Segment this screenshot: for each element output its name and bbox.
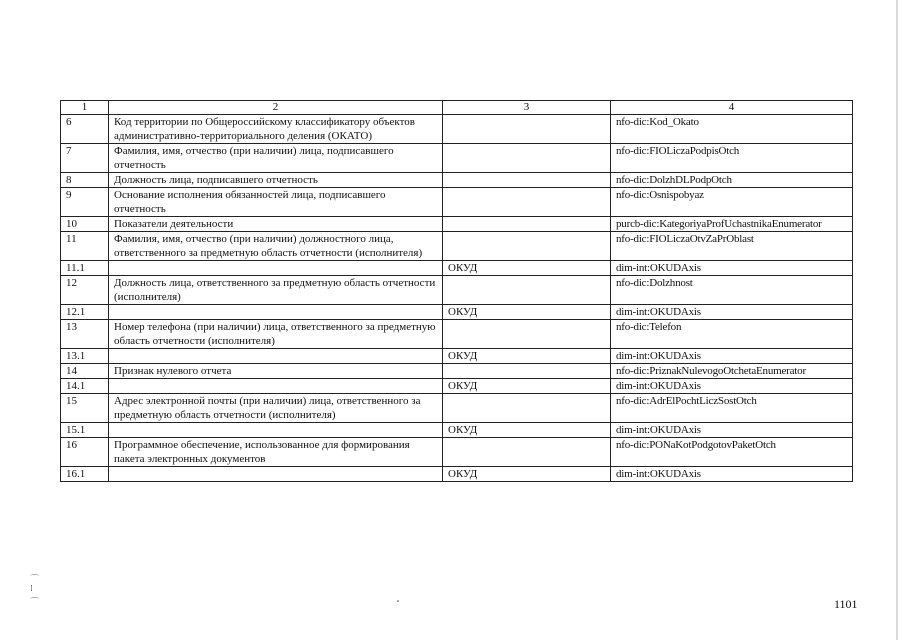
table-row (61, 423, 853, 438)
dimension-cell: ОКУД (443, 467, 611, 482)
dimension-cell (443, 364, 611, 379)
table-row (61, 305, 853, 320)
dimension-cell (443, 320, 611, 349)
description-cell: Код территории по Общероссийскому классификатору объектов административно-территориального деления (ОКАТО) (109, 115, 443, 144)
code-cell: dim-int:OKUDAxis (611, 261, 853, 276)
table-row (61, 188, 853, 217)
table-row (61, 320, 853, 349)
row-number-cell: 16 (61, 438, 109, 467)
scan-mark: ⌒ (30, 598, 40, 608)
scan-mark: ⌒ (30, 575, 40, 585)
description-cell: Показатели деятельности (109, 217, 443, 232)
dimension-cell (443, 438, 611, 467)
code-cell: dim-int:OKUDAxis (611, 379, 853, 394)
row-number-cell: 15 (61, 394, 109, 423)
code-cell: nfo-dic:PONaKotPodgotovPaketOtch (611, 438, 853, 467)
row-number-cell: 12.1 (61, 305, 109, 320)
code-cell: nfo-dic:DolzhDLPodpOtch (611, 173, 853, 188)
description-cell (109, 423, 443, 438)
description-cell: Номер телефона (при наличии) лица, ответственного за предметную область отчетности (исполнителя) (109, 320, 443, 349)
dimension-cell: ОКУД (443, 349, 611, 364)
dimension-cell (443, 276, 611, 305)
page-edge (896, 0, 898, 640)
description-cell (109, 467, 443, 482)
description-cell: Признак нулевого отчета (109, 364, 443, 379)
row-number-cell: 6 (61, 115, 109, 144)
description-cell: Программное обеспечение, использованное для формирования пакета электронных документов (109, 438, 443, 467)
dimension-cell (443, 144, 611, 173)
dimension-cell (443, 115, 611, 144)
table-row (61, 438, 853, 467)
code-cell: purcb-dic:KategoriyaProfUchastnikaEnumerator (611, 217, 853, 232)
dimension-cell (443, 173, 611, 188)
table-row (61, 115, 853, 144)
description-cell: Основание исполнения обязанностей лица, подписавшего отчетность (109, 188, 443, 217)
code-cell: nfo-dic:Dolzhnost (611, 276, 853, 305)
dimension-cell: ОКУД (443, 423, 611, 438)
row-number-cell: 12 (61, 276, 109, 305)
code-cell: dim-int:OKUDAxis (611, 467, 853, 482)
table-row (61, 276, 853, 305)
table-row (61, 364, 853, 379)
dimension-cell (443, 232, 611, 261)
row-number-cell: 11 (61, 232, 109, 261)
description-cell: Должность лица, ответственного за предметную область отчетности (исполнителя) (109, 276, 443, 305)
code-cell: nfo-dic:AdrElPochtLiczSostOtch (611, 394, 853, 423)
row-number-cell: 13.1 (61, 349, 109, 364)
description-cell: Фамилия, имя, отчество (при наличии) должностного лица, ответственного за предметную область отчетности (исполнителя) (109, 232, 443, 261)
table-row (61, 261, 853, 276)
code-cell: dim-int:OKUDAxis (611, 423, 853, 438)
dimension-cell (443, 188, 611, 217)
column-header: 3 (443, 101, 611, 115)
description-cell (109, 349, 443, 364)
table-row (61, 394, 853, 423)
table-row (61, 379, 853, 394)
row-number-cell: 8 (61, 173, 109, 188)
description-cell (109, 305, 443, 320)
table-row (61, 217, 853, 232)
column-header: 4 (611, 101, 853, 115)
row-number-cell: 11.1 (61, 261, 109, 276)
description-cell (109, 379, 443, 394)
row-number-cell: 13 (61, 320, 109, 349)
scan-dot (397, 600, 399, 602)
row-number-cell: 16.1 (61, 467, 109, 482)
column-header: 2 (109, 101, 443, 115)
table-row (61, 467, 853, 482)
description-cell: Должность лица, подписавшего отчетность (109, 173, 443, 188)
row-number-cell: 9 (61, 188, 109, 217)
column-header: 1 (61, 101, 109, 115)
description-cell: Адрес электронной почты (при наличии) лица, ответственного за предметную область отчетности (исполнителя) (109, 394, 443, 423)
code-cell: dim-int:OKUDAxis (611, 305, 853, 320)
description-cell (109, 261, 443, 276)
table-row (61, 232, 853, 261)
row-number-cell: 10 (61, 217, 109, 232)
page-number: 1101 (834, 597, 858, 611)
code-cell: nfo-dic:FIOLiczaOtvZaPrOblast (611, 232, 853, 261)
attributes-table (60, 100, 853, 482)
code-cell: nfo-dic:Telefon (611, 320, 853, 349)
table-body (61, 115, 853, 482)
code-cell: nfo-dic:Kod_Okato (611, 115, 853, 144)
table-row (61, 144, 853, 173)
row-number-cell: 14 (61, 364, 109, 379)
code-cell: nfo-dic:FIOLiczaPodpisOtch (611, 144, 853, 173)
dimension-cell (443, 217, 611, 232)
code-cell: nfo-dic:PriznakNulevogoOtchetaEnumerator (611, 364, 853, 379)
dimension-cell: ОКУД (443, 261, 611, 276)
row-number-cell: 7 (61, 144, 109, 173)
code-cell: dim-int:OKUDAxis (611, 349, 853, 364)
description-cell: Фамилия, имя, отчество (при наличии) лица, подписавшего отчетность (109, 144, 443, 173)
table-row (61, 349, 853, 364)
dimension-cell (443, 394, 611, 423)
row-number-cell: 14.1 (61, 379, 109, 394)
scan-mark: ⁞ (30, 584, 33, 594)
row-number-cell: 15.1 (61, 423, 109, 438)
header-row (61, 101, 853, 115)
dimension-cell: ОКУД (443, 305, 611, 320)
code-cell: nfo-dic:Osnispobyaz (611, 188, 853, 217)
dimension-cell: ОКУД (443, 379, 611, 394)
table-row (61, 173, 853, 188)
